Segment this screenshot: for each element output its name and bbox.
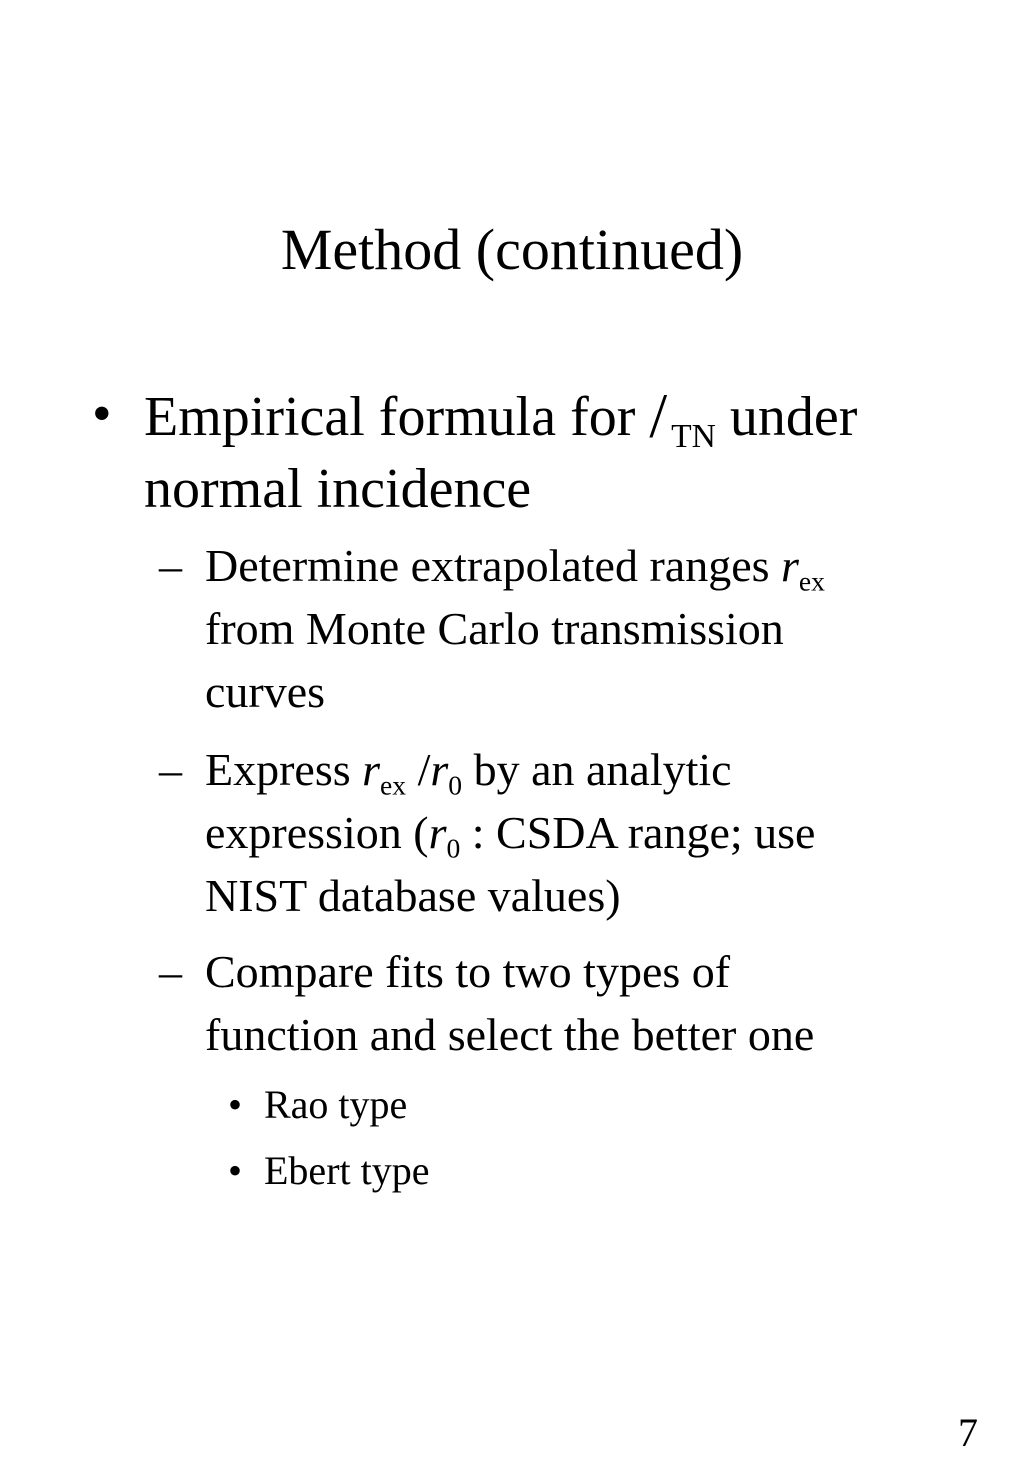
var-r: r <box>428 807 447 858</box>
bullet-line-2: normal incidence <box>144 458 532 520</box>
slide-title: Method (continued) <box>280 217 744 282</box>
bullet-marker: • <box>92 383 112 445</box>
sub-bullet-line <box>205 738 965 801</box>
dash-marker: – <box>159 744 182 795</box>
sub-bullet-line: curves <box>205 666 326 717</box>
sub-bullet-text: expression ( <box>205 807 429 858</box>
var-subscript: ex <box>798 565 825 597</box>
dash-marker: – <box>159 540 182 591</box>
sub-bullet-text: Express <box>205 744 351 795</box>
sub-bullet-compare-fits <box>159 940 965 1066</box>
sub-bullet-express-ratio <box>159 738 965 927</box>
sub-sub-bullet-ebert <box>228 1146 964 1196</box>
sub-sub-bullet-text: Ebert type <box>264 1148 430 1193</box>
symbol-subscript: TN <box>671 417 716 455</box>
sub-bullet-determine-ranges <box>159 534 965 723</box>
sub-bullet-text: by an analytic <box>473 744 732 795</box>
sub-bullet-line: function and select the better one <box>205 1009 815 1060</box>
sub-bullet-line <box>205 801 965 864</box>
bullet-empirical-formula <box>92 378 1004 525</box>
bullet-text-after: under <box>729 386 858 448</box>
sub-bullet-text: : CSDA range; use <box>471 807 816 858</box>
bullet-line-1 <box>144 378 1004 453</box>
sub-bullet-line: NIST database values) <box>205 870 621 921</box>
var-r: r <box>362 744 381 795</box>
bullet-marker: • <box>228 1148 243 1193</box>
symbol-slash: / <box>649 380 668 451</box>
var-r: r <box>781 540 799 591</box>
sub-bullet-text: Determine extrapolated ranges <box>205 540 770 591</box>
var-subscript: ex <box>380 769 407 801</box>
bullet-marker: • <box>228 1082 243 1127</box>
bullet-text-before: Empirical formula for <box>144 386 636 448</box>
page-number: 7 <box>958 1410 978 1455</box>
sub-sub-bullet-rao <box>228 1080 964 1130</box>
sub-sub-bullet-text: Rao type <box>264 1082 408 1127</box>
var-subscript: 0 <box>446 832 461 864</box>
sub-bullet-line: from Monte Carlo transmission <box>205 603 784 654</box>
sub-bullet-line: Compare fits to two types of <box>205 946 731 997</box>
dash-marker: – <box>159 946 182 997</box>
var-subscript: 0 <box>448 769 463 801</box>
ratio-slash: / <box>417 744 431 795</box>
var-r: r <box>430 744 449 795</box>
sub-bullet-line <box>205 534 965 597</box>
